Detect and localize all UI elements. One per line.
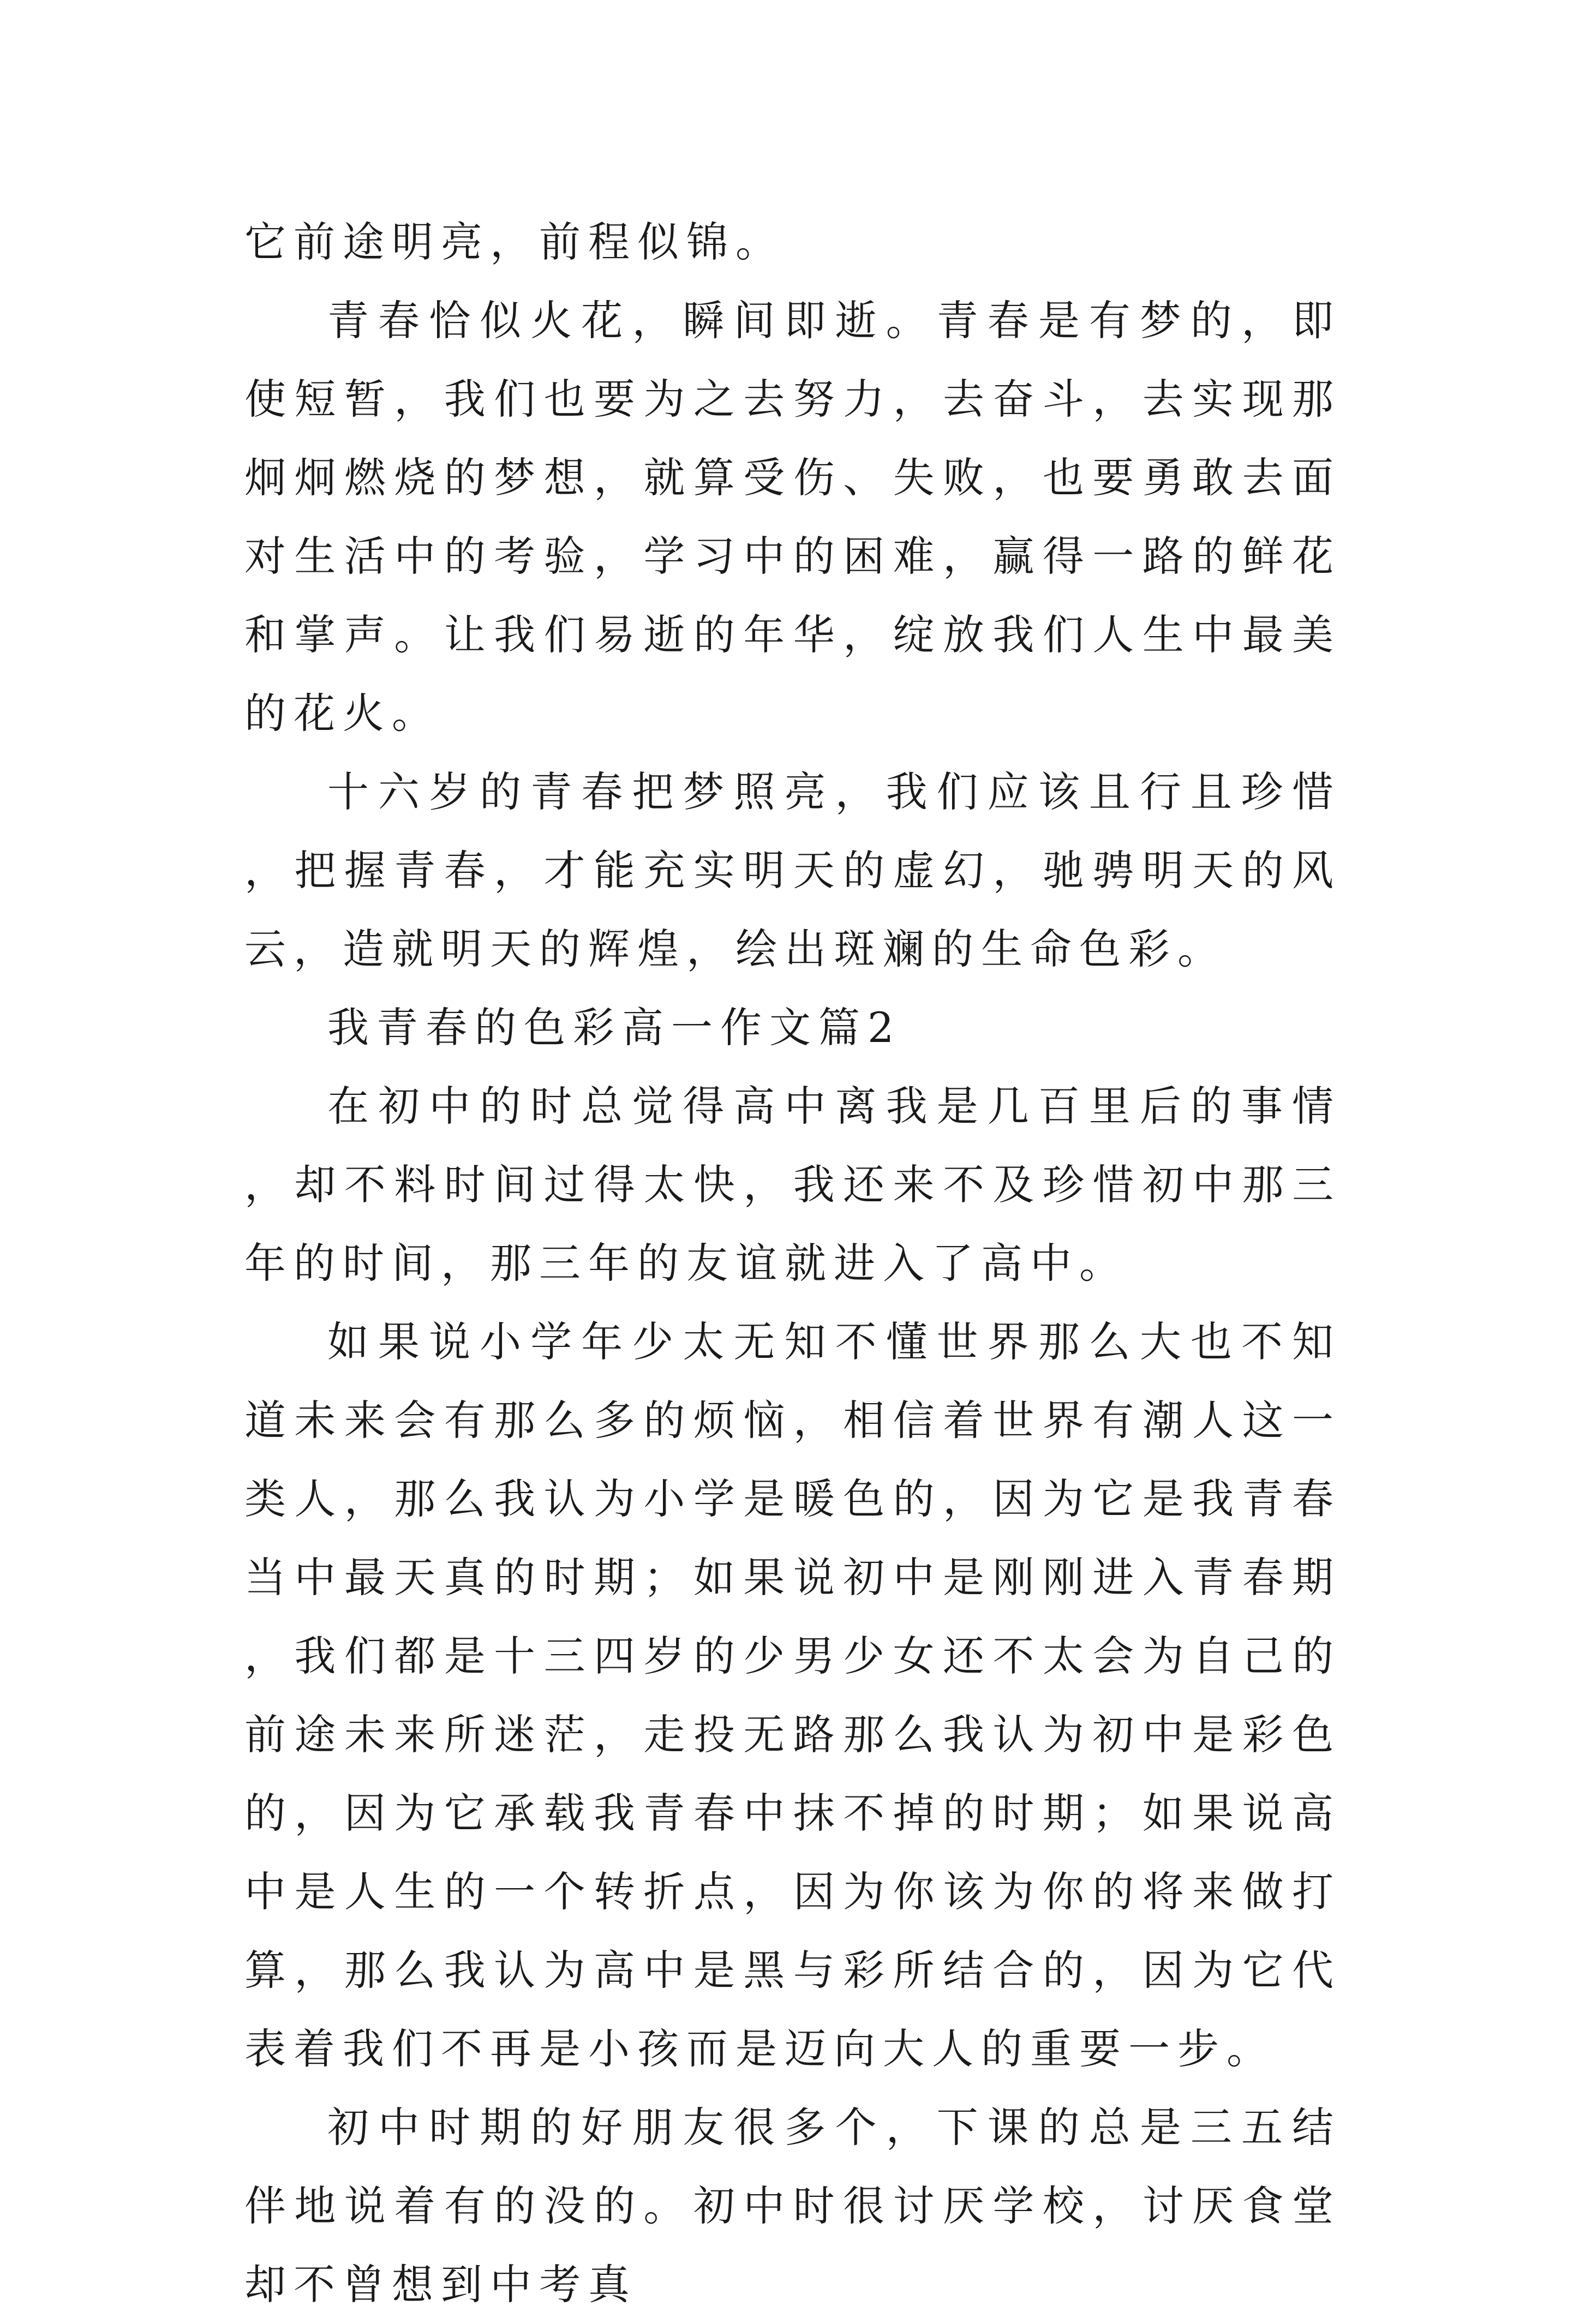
paragraph: 青春恰似火花，瞬间即逝。青春是有梦的，即使短暂，我们也要为之去努力，去奋斗，去实现那炯炯燃烧的梦想，就算受伤、失败，也要勇敢去面对生活中的考验，学习中的困难，赢得一路的鲜花和掌声。让我们易逝的年华，绽放我们人生中最美的花火。	[244, 296, 1341, 738]
paragraph: 在初中的时总觉得高中离我是几百里后的事情，却不料时间过得太快，我还来不及珍惜初中那三年的时间，那三年的友谊就进入了高中。	[244, 1082, 1341, 1287]
paragraph: 初中时期的好朋友很多个，下课的总是三五结伴地说着有的没的。初中时很讨厌学校，讨厌食堂却不曾想到中考真	[244, 2103, 1341, 2309]
section-heading: 我青春的色彩高一作文篇2	[327, 1003, 902, 1052]
paragraph: 如果说小学年少太无知不懂世界那么大也不知道未来会有那么多的烦恼，相信着世界有潮人这一类人，那么我认为小学是暖色的，因为它是我青春当中最天真的时期；如果说初中是刚刚进入青春期，我们都是十三四岁的少男少女还不太会为自己的前途未来所迷茫，走投无路那么我认为初中是彩色的，因为它承载我青春中抹不掉的时期；如果说高中是人生的一个转折点，因为你该为你的将来做打算，那么我认为高中是黑与彩所结合的，因为它代表着我们不再是小孩而是迈向大人的重要一步。	[244, 1317, 1341, 2073]
document-body	[244, 203, 1341, 2324]
paragraph: 十六岁的青春把梦照亮，我们应该且行且珍惜，把握青春，才能充实明天的虚幻，驰骋明天的风云，造就明天的辉煌，绘出斑斓的生命色彩。	[244, 768, 1341, 973]
paragraph-continued: 它前途明亮，前程似锦。	[244, 218, 785, 266]
